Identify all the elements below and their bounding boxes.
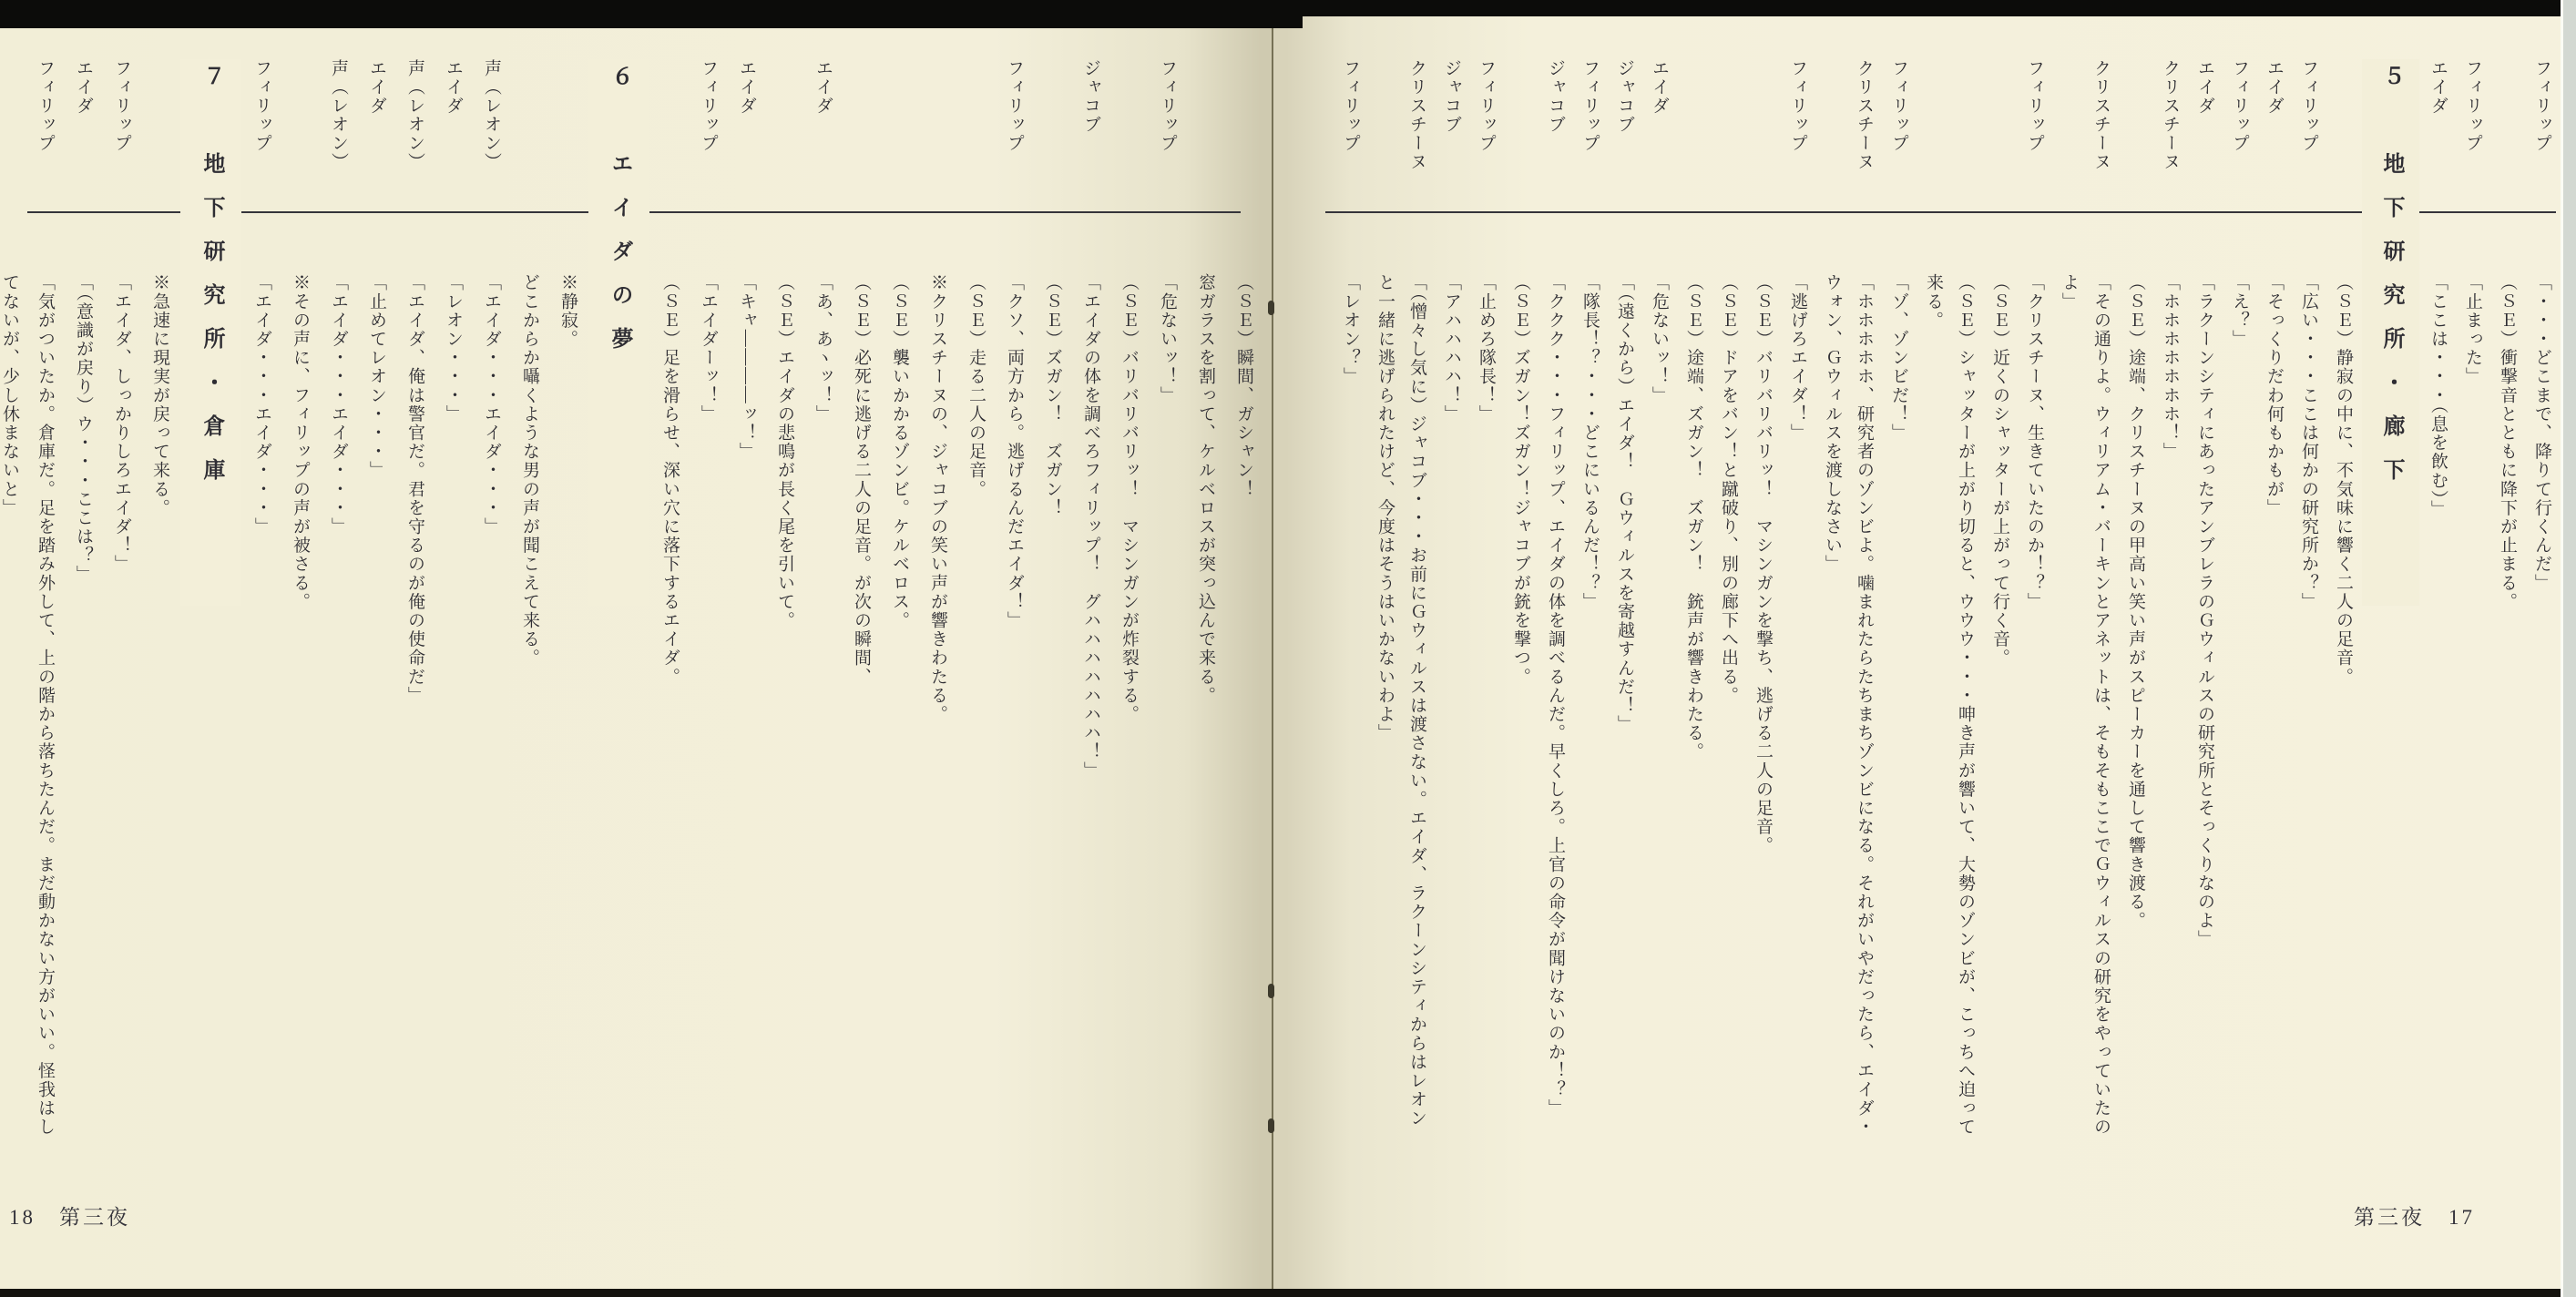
page-left-script-column-area <box>0 59 1262 1143</box>
speaker-name: ジャコブ <box>1081 59 1100 134</box>
dialogue-text: 「エイダ・・・エイダ・・・」 <box>482 273 501 536</box>
stage-direction-text: （ＳＥ）足を滑らせ、深い穴に落下するエイダ。 <box>660 273 680 687</box>
dialogue-text: 「その通りよ。ウィリアム・バーキンとアネットは、そもそもここでＧウィルスの研究をやっていたのよ」 <box>2060 273 2111 1137</box>
stage-direction-text: （ＳＥ）途端、ズガン！ ズガン！ 銃声が響きわたる。 <box>1684 273 1703 761</box>
dialogue-text: 「（憎々し気に）ジャコブ・・・お前にＧウィルスは渡さない。エイダ、ラクーンシティからはレオンと一緒に逃げられたけど、今度はそうはいかないわよ」 <box>1375 273 1426 1128</box>
dialogue-text: 「え？」 <box>2230 273 2249 349</box>
stage-direction-text: 窓ガラスを割って、ケルベロスが突っ込んで来る。 <box>1196 273 1215 705</box>
dialogue-text: 「あ、あヽッ！」 <box>813 273 833 424</box>
scene-heading <box>588 59 649 1143</box>
script-line <box>1747 59 1779 1143</box>
scene-heading <box>2362 59 2419 1143</box>
dialogue-text: 「レオン？」 <box>1341 273 1360 386</box>
speaker-name: ジャコブ <box>1442 59 1461 134</box>
speaker-name: エイダ <box>444 59 463 116</box>
script-line <box>920 59 956 1143</box>
dialogue-text: 「ゾ、ゾンビだ！」 <box>1889 273 1908 443</box>
dialogue-text: 「エイダの体を調べろフィリップ！ グハハハハハハハ！」 <box>1081 273 1100 781</box>
dialogue-text: 「エイダ・・・エイダ・・・」 <box>329 273 348 536</box>
scene-heading <box>180 59 241 1143</box>
script-line <box>66 59 101 1143</box>
dialogue-text: 「ククク・・・フィリップ、エイダの体を調べるんだ。早くしろ。上官の命令が聞けないのか！？」 <box>1546 273 1565 1118</box>
script-line <box>2120 59 2152 1143</box>
dialogue-text: 「クリスチーヌ、生きていたのか！？」 <box>2025 273 2044 611</box>
speaker-name: フィリップ <box>1005 59 1024 153</box>
script-line <box>1816 59 1880 1143</box>
page-footer-right: 第三夜 17 <box>2354 1206 2475 1229</box>
script-line <box>958 59 994 1143</box>
dialogue-text: 「キャ――――ッ！」 <box>737 273 756 461</box>
dialogue-text: 「ここは・・・（息を飲む）」 <box>2428 273 2448 519</box>
script-line <box>282 59 318 1143</box>
speaker-name: フィリップ <box>1889 59 1908 153</box>
speaker-name: エイダ <box>737 59 756 116</box>
speaker-name: フィリップ <box>252 59 271 153</box>
dialogue-text: 「エイダ、俺は警官だ。君を守るのが俺の使命だ」 <box>405 273 424 705</box>
speaker-name: エイダ <box>1650 59 1669 116</box>
speaker-name: フィリップ <box>1788 59 1807 153</box>
script-line <box>2293 59 2325 1143</box>
scan-edge-top-left <box>0 0 1303 28</box>
dialogue-text: 「エイダ、しっかりしろエイダ！」 <box>112 273 131 574</box>
speaker-name: フィリップ <box>2463 59 2482 153</box>
speaker-name: 声（レオン） <box>329 59 348 171</box>
dialogue-text: 「アハハハハ！」 <box>1442 273 1461 424</box>
speaker-name: フィリップ <box>2299 59 2318 153</box>
dialogue-text: 「広い・・・ここは何かの研究所か？」 <box>2299 273 2318 611</box>
script-line <box>2526 59 2558 1143</box>
script-line <box>2019 59 2050 1143</box>
script-line <box>550 59 586 1143</box>
dialogue-text: 「止めろ隊長！」 <box>1477 273 1496 424</box>
speaker-name: ジャコブ <box>1546 59 1565 134</box>
scan-edge-bottom <box>0 1289 2576 1297</box>
stage-direction-text: （ＳＥ）近くのシャッターが上がって行く音。 <box>1990 273 2009 668</box>
stage-direction-text: （ＳＥ）ドアをバン！と蹴破り、別の廊下へ出る。 <box>1719 273 1738 705</box>
script-line <box>1470 59 1502 1143</box>
speaker-name: エイダ <box>74 59 93 116</box>
stage-direction-text: （ＳＥ）静寂の中に、不気味に響く二人の足音。 <box>2334 273 2353 687</box>
script-line <box>2189 59 2221 1143</box>
script-line <box>690 59 726 1143</box>
dialogue-text: 「逃げろエイダ！」 <box>1788 273 1807 443</box>
page-right-script-column-area <box>1323 59 2558 1143</box>
stage-direction-text: どこからか囁くような男の声が聞こえて来る。 <box>520 273 539 668</box>
page-footer-left: 18 第三夜 <box>9 1206 130 1229</box>
dialogue-text: 「・・・どこまで、降りて行くんだ」 <box>2532 273 2551 593</box>
script-line <box>2327 59 2359 1143</box>
script-line <box>2154 59 2186 1143</box>
script-line <box>359 59 394 1143</box>
script-line <box>1334 59 1366 1143</box>
stage-direction-text: （ＳＥ）エイダの悲鳴が長く尾を引いて。 <box>775 273 794 630</box>
script-line <box>1436 59 1467 1143</box>
dialogue-text: 「レオン・・・」 <box>444 273 463 424</box>
dialogue-text: 「（遠くから）エイダ！ Ｇウィルスを寄越すんだ！」 <box>1615 273 1634 734</box>
speaker-name: クリスチーヌ <box>2091 59 2111 171</box>
speaker-name: フィリップ <box>699 59 718 153</box>
script-line <box>104 59 139 1143</box>
book-gutter-crease <box>1272 16 1273 1292</box>
script-line <box>1712 59 1744 1143</box>
script-line <box>1782 59 1814 1143</box>
speaker-name: ジャコブ <box>1615 59 1634 134</box>
script-line <box>805 59 841 1143</box>
scene-heading-text: ５ 地下研究所・廊下 <box>2362 59 2419 606</box>
dialogue-text: 「危ないッ！」 <box>1650 273 1669 405</box>
script-line <box>2258 59 2290 1143</box>
binding-stitch <box>1268 984 1274 998</box>
stage-direction-text: （ＳＥ）ズガン！ズガン！ジャコブが銃を撃つ。 <box>1511 273 1530 687</box>
stage-direction-text: ※静寂。 <box>558 273 578 349</box>
speaker-name: クリスチーヌ <box>1855 59 1874 171</box>
script-line <box>1188 59 1223 1143</box>
script-line <box>1609 59 1641 1143</box>
script-line <box>1678 59 1710 1143</box>
dialogue-text: 「エイダ・・・エイダ・・・」 <box>252 273 271 536</box>
speaker-name: フィリップ <box>1580 59 1600 153</box>
stage-direction-text: （ＳＥ）シャッターが上がり切ると、ウウウ・・・呻き声が響いて、大勢のゾンビが、こっちへ迫って来る。 <box>1924 273 1975 1137</box>
speaker-name: エイダ <box>2428 59 2448 116</box>
script-line <box>397 59 433 1143</box>
scene-heading-text: ７ 地下研究所・倉庫 <box>180 59 241 606</box>
script-line <box>1369 59 1433 1143</box>
script-line <box>1539 59 1571 1143</box>
script-line <box>1226 59 1262 1143</box>
speaker-name: 声（レオン） <box>482 59 501 171</box>
scan-edge-page-right <box>2561 0 2576 1297</box>
speaker-name: クリスチーヌ <box>1407 59 1426 171</box>
speaker-name: フィリップ <box>1158 59 1177 153</box>
script-line <box>2053 59 2117 1143</box>
speaker-name: エイダ <box>367 59 386 116</box>
speaker-name: 声（レオン） <box>405 59 424 171</box>
script-line <box>1073 59 1109 1143</box>
script-line <box>652 59 688 1143</box>
dialogue-text: 「（意識が戻り）ウ・・・ここは？」 <box>74 273 93 584</box>
binding-stitch <box>1268 1118 1274 1133</box>
script-line <box>997 59 1032 1143</box>
dialogue-text: 「止まった」 <box>2463 273 2482 386</box>
script-line <box>474 59 509 1143</box>
script-line <box>2491 59 2523 1143</box>
script-line <box>1574 59 1606 1143</box>
stage-direction-text: （ＳＥ）途端、クリスチーヌの甲高い笑い声がスピーカーを通して響き渡る。 <box>2126 273 2145 930</box>
script-line <box>2422 59 2454 1143</box>
script-line <box>1111 59 1147 1143</box>
dialogue-text: 「クソ、両方から。逃げるんだエイダ！」 <box>1005 273 1024 630</box>
stage-direction-text: （ＳＥ）ズガン！ ズガン！ <box>1043 273 1062 517</box>
stage-direction-text: （ＳＥ）バリバリバリッ！ マシンガンが炸裂する。 <box>1119 273 1139 724</box>
speaker-name: フィリップ <box>1341 59 1360 153</box>
script-line <box>1150 59 1185 1143</box>
script-line <box>882 59 917 1143</box>
stage-direction-text: （ＳＥ）バリバリバリッ！ マシンガンを撃ち、逃げる二人の足音。 <box>1753 273 1773 855</box>
script-line <box>435 59 471 1143</box>
speaker-name: エイダ <box>813 59 833 116</box>
script-line <box>1917 59 1981 1143</box>
script-line <box>142 59 178 1143</box>
dialogue-text: 「危ないッ！」 <box>1158 273 1177 405</box>
stage-direction-text: ※急速に現実が戻って来る。 <box>150 273 169 517</box>
dialogue-text: 「エイダーッ！」 <box>699 273 718 424</box>
dialogue-text: 「ホホホホホホホ！」 <box>2161 273 2180 461</box>
script-line <box>767 59 802 1143</box>
stage-direction-text: （ＳＥ）襲いかかるゾンビ。ケルベロス。 <box>890 273 909 630</box>
script-line <box>729 59 764 1143</box>
speaker-name: フィリップ <box>1477 59 1496 153</box>
stage-direction-text: ※その声に、フィリップの声が被さる。 <box>291 273 310 611</box>
script-line <box>843 59 879 1143</box>
dialogue-text: 「ラクーンシティにあったアンブレラのＧウィルスの研究所とそっくりなのよ」 <box>2195 273 2214 949</box>
script-line <box>1883 59 1915 1143</box>
speaker-name: フィリップ <box>2230 59 2249 153</box>
speaker-name: フィリップ <box>36 59 55 153</box>
speaker-name: フィリップ <box>2025 59 2044 153</box>
stage-direction-text: （ＳＥ）瞬間、ガシャン！ <box>1234 273 1253 499</box>
stage-direction-text: （ＳＥ）衝撃音とともに降下が止まる。 <box>2498 273 2517 611</box>
script-line <box>0 59 63 1143</box>
speaker-name: フィリップ <box>2532 59 2551 153</box>
scene-heading-text: ６ エイダの夢 <box>588 59 649 606</box>
dialogue-text: 「隊長！？・・・どこにいるんだ！？」 <box>1580 273 1600 611</box>
speaker-name: フィリップ <box>112 59 131 153</box>
script-line <box>321 59 356 1143</box>
speaker-name: エイダ <box>2264 59 2284 116</box>
binding-stitch <box>1268 301 1274 315</box>
script-line <box>2223 59 2255 1143</box>
dialogue-text: 「そっくりだわ何もかもが」 <box>2264 273 2284 517</box>
dialogue-text: 「止めてレオン・・・」 <box>367 273 386 480</box>
stage-direction-text: ※クリスチーヌの、ジャコブの笑い声が響きわたる。 <box>928 273 947 724</box>
stage-direction-text: （ＳＥ）必死に逃げる二人の足音。が次の瞬間、 <box>852 273 871 687</box>
script-line <box>1643 59 1675 1143</box>
dialogue-text: 「気がついたか。倉庫だ。足を踏み外して、上の階から落ちたんだ。まだ動かない方がいい。怪我はしてないが、少し休まないと」 <box>0 273 55 1137</box>
speaker-name: エイダ <box>2195 59 2214 116</box>
script-line <box>512 59 547 1143</box>
script-line <box>244 59 280 1143</box>
script-line <box>2457 59 2489 1143</box>
script-line <box>1984 59 2016 1143</box>
speaker-name: クリスチーヌ <box>2161 59 2180 171</box>
stage-direction-text: （ＳＥ）走る二人の足音。 <box>966 273 986 499</box>
dialogue-text: 「ホホホホホ、研究者のゾンビよ。噛まれたらたちまちゾンビになる。それがいやだったら、エイダ・ウォン、Ｇウィルスを渡しなさい」 <box>1823 273 1874 1137</box>
script-line <box>1505 59 1537 1143</box>
script-line <box>1035 59 1070 1143</box>
